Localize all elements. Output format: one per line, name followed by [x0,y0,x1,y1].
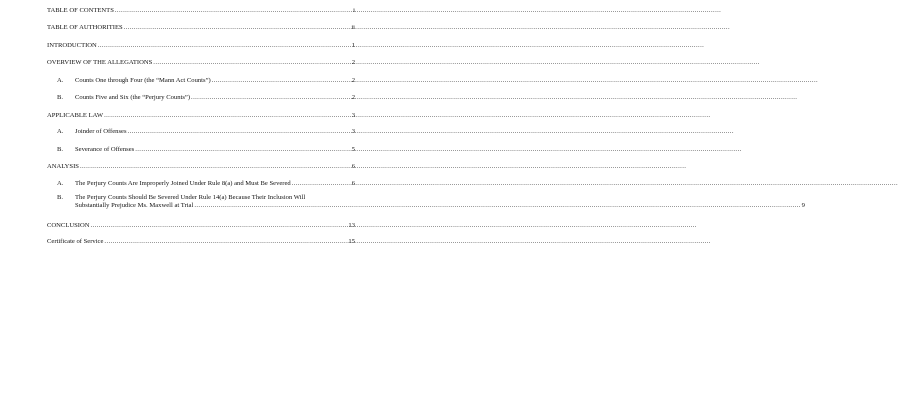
toc-entry-label: TABLE OF AUTHORITIES [47,24,123,31]
dot-leader [128,128,351,136]
toc-entry-page: 2 [351,59,355,66]
dot-leader [191,94,351,102]
toc-entry-certificate-of-service[interactable] [47,238,355,246]
toc-entry-page: 9 [801,202,805,209]
toc-entry-label: Certificate of Service [47,238,104,245]
toc-entry-label: Severance of Offenses [75,146,135,153]
dot-leader [104,238,347,246]
toc-entry-should-be-severed[interactable] [47,194,805,210]
dot-leader [98,42,351,50]
toc-entry-page: 1 [351,42,355,49]
toc-entry-page: 6 [351,163,355,170]
toc-entry-table-of-authorities[interactable] [47,24,355,32]
toc-entry-label: APPLICABLE LAW [47,112,104,119]
toc-entry-letter: A. [57,77,64,84]
toc-entry-label: The Perjury Counts Are Improperly Joined Under Rule 8(a) and Must Be Severed [75,180,291,187]
toc-entry-introduction[interactable] [47,42,355,50]
toc-entry-severance-of-offenses[interactable] [47,146,355,154]
toc-entry-conclusion[interactable] [47,222,355,230]
dot-leader [292,180,351,188]
toc-entry-label: INTRODUCTION [47,42,97,49]
toc-entry-page: 3 [351,128,355,135]
toc-entry-page: 15 [348,238,355,245]
toc-entry-letter: B. [57,146,64,153]
toc-entry-page: 3 [351,112,355,119]
toc-entry-overview-of-allegations[interactable] [47,59,355,67]
toc-entry-label-line2: Substantially Prejudice Ms. Maxwell at Trial [75,202,194,209]
toc-entry-label: Counts One through Four (the “Mann Act Counts”) [75,77,211,84]
toc-entry-label-block [75,194,805,210]
toc-entry-label: ANALYSIS [47,163,79,170]
dot-leader [124,24,351,32]
toc-entry-label: Counts Five and Six (the “Perjury Counts”) [75,94,191,101]
dot-leader [91,222,348,230]
toc-entry-label: Joinder of Offenses [75,128,127,135]
toc-entry-applicable-law[interactable] [47,112,355,120]
toc-entry-improperly-joined[interactable] [47,180,355,188]
toc-entry-letter: B. [57,94,64,101]
toc-entry-page: 13 [348,222,355,229]
toc-entry-letter: A. [57,128,64,135]
dot-leader [104,112,351,120]
toc-entry-page: 6 [351,180,355,187]
dot-leader [115,7,352,15]
toc-entry-letter: A. [57,180,64,187]
toc-entry-page: 2 [351,94,355,101]
dot-leader [80,163,351,171]
toc-entry-label: OVERVIEW OF THE ALLEGATIONS [47,59,153,66]
toc-entry-last-row [75,202,805,210]
toc-entry-analysis[interactable] [47,163,355,171]
toc-entry-table-of-contents[interactable] [47,7,355,15]
toc-entry-joinder-of-offenses[interactable] [47,128,355,136]
toc-entry-page: 5 [351,146,355,153]
toc-entry-perjury-counts[interactable] [47,94,355,102]
toc-entry-mann-act-counts[interactable] [47,77,355,85]
toc-entry-label-line1: The Perjury Counts Should Be Severed Under Rule 14(a) Because Their Inclusion Will [75,194,306,201]
toc-entry-page: ii [351,24,355,31]
dot-leader [212,77,351,85]
toc-entry-page: i [353,7,355,14]
dot-leader [194,202,800,210]
dot-leader [153,59,350,67]
dot-leader [135,146,351,154]
toc-entry-page: 2 [351,77,355,84]
toc-entry-label: TABLE OF CONTENTS [47,7,114,14]
toc-entry-letter: B. [57,194,64,201]
toc-entry-label: CONCLUSION [47,222,90,229]
